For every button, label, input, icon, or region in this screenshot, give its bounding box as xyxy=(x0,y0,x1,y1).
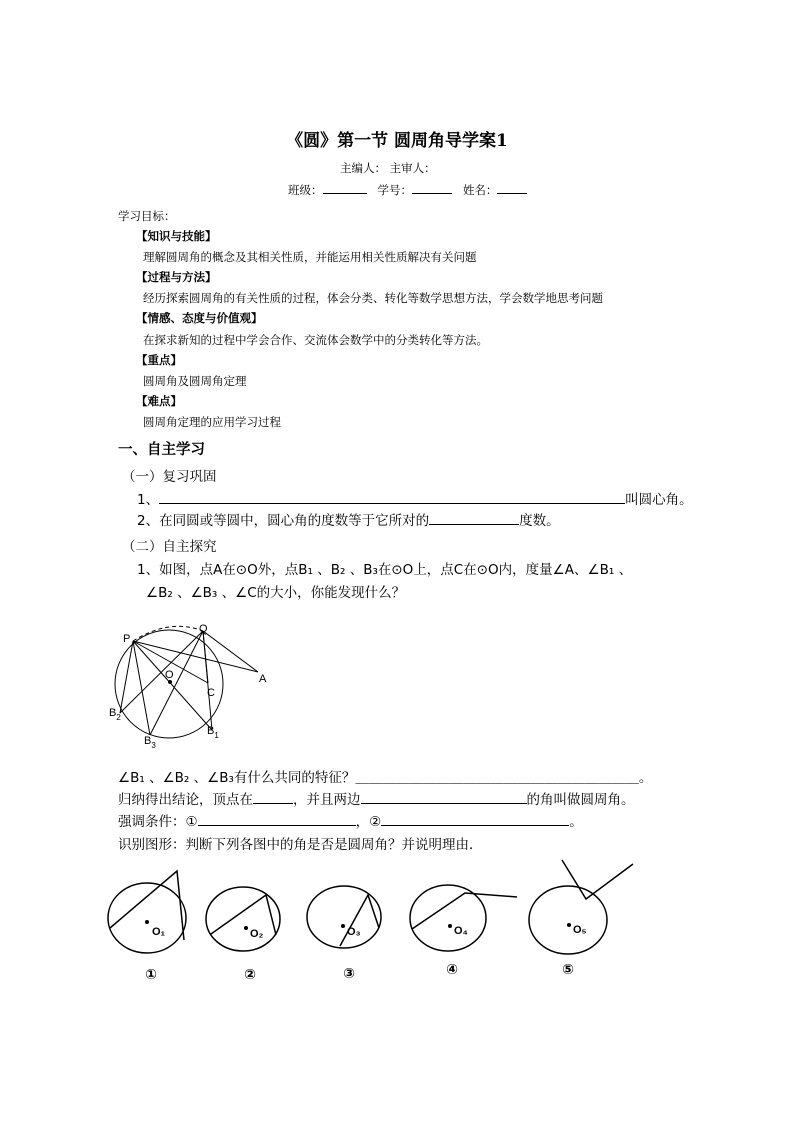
label-b2: $B_2$ xyxy=(109,707,121,722)
knowledge-heading: 【知识与技能】 xyxy=(136,229,217,243)
angle-1 xyxy=(110,871,184,940)
label-b3: $B_3$ xyxy=(144,735,156,750)
number-label: 学号： xyxy=(377,183,412,197)
label-q: Q xyxy=(199,623,208,635)
emotion-heading: 【情感、态度与价值观】 xyxy=(136,311,263,325)
circle-2-center-label: O₂ xyxy=(250,928,264,940)
label-b1: $B_1$ xyxy=(207,725,219,740)
label-a: A xyxy=(259,673,267,685)
explore-line-1: 1、如图，点A在⊙O外，点B₁ 、B₂ 、B₃在⊙O上，点C在⊙O内，度量∠A、∠B₁ 、 xyxy=(137,562,633,578)
angle-3 xyxy=(340,895,379,946)
identify-instruction: 识别图形：判断下列各图中的角是否是圆周角？并说明理由． xyxy=(118,837,483,853)
conditions-prefix: 强调条件：① xyxy=(118,814,198,830)
process-text: 经历探索圆周角的有关性质的过程，体会分类、转化等数学思想方法，学会数学地思考问题 xyxy=(143,291,603,305)
circle-1-center-label: O₁ xyxy=(152,926,166,938)
name-label: 姓名： xyxy=(462,183,498,197)
class-label: 班级： xyxy=(288,183,323,197)
conditions-suffix: 。 xyxy=(569,814,583,830)
knowledge-text: 理解圆周角的概念及其相关性质，并能运用相关性质解决有关问题 xyxy=(143,250,477,264)
editor-line: 主编人： 主审人： xyxy=(340,161,436,175)
key-heading: 【重点】 xyxy=(136,353,182,367)
page-title: 《圆》第一节 圆周角导学案1 xyxy=(286,131,508,151)
emotion-text: 在探求新知的过程中学会合作、交流体会数学中的分类转化等方法。 xyxy=(143,333,488,347)
angle-5 xyxy=(562,860,633,899)
conclusion-suffix: 的角叫做圆周角。 xyxy=(526,792,635,808)
angle-4 xyxy=(412,893,517,929)
conclusion-prefix: 归纳得出结论，顶点在 xyxy=(118,792,253,808)
review-heading: （一）复习巩固 xyxy=(122,469,217,485)
objectives-heading: 学习目标： xyxy=(118,209,176,223)
label-p: P xyxy=(123,633,131,645)
q2-prefix: 2、在同圆或等圆中，圆心角的度数等于它所对的 xyxy=(137,513,430,529)
circle-2-number: ② xyxy=(244,966,256,982)
circle-5-center-label: O₅ xyxy=(573,924,587,936)
conclusion-middle: ，并且两边 xyxy=(293,792,361,808)
section1-heading: 一、自主学习 xyxy=(118,442,205,458)
difficult-heading: 【难点】 xyxy=(136,394,182,408)
circle-5-number: ⑤ xyxy=(562,961,574,977)
circle-1 xyxy=(108,883,186,953)
process-heading: 【过程与方法】 xyxy=(136,270,217,284)
feature-question: ∠B₁ 、∠B₂ 、∠B₃有什么共同的特征？＿＿＿＿＿＿＿＿＿＿＿＿＿＿＿＿＿＿＿＿＿。 xyxy=(118,770,653,786)
circle-2 xyxy=(206,887,280,951)
explore-line-2: ∠B₂ 、∠B₃ 、∠C的大小，你能发现什么？ xyxy=(146,585,406,601)
circle-5 xyxy=(529,886,607,954)
circle-3-number: ③ xyxy=(343,965,355,981)
q1-suffix: 叫圆心角。 xyxy=(625,492,693,508)
circle-1-number: ① xyxy=(145,966,157,982)
q2-suffix: 度数。 xyxy=(519,513,560,529)
explore-heading: （二）自主探究 xyxy=(122,539,217,555)
conditions-middle: ，② xyxy=(355,814,382,830)
key-text: 圆周角及圆周角定理 xyxy=(143,374,247,388)
angle-2 xyxy=(211,895,276,935)
circle-4-number: ④ xyxy=(446,961,458,977)
difficult-text: 圆周角定理的应用学习过程 xyxy=(143,415,281,429)
circle-3-center-label: O₃ xyxy=(347,926,361,938)
q1-prefix: 1、 xyxy=(137,492,160,508)
circle-4-center-label: O₄ xyxy=(454,925,468,937)
label-c: C xyxy=(207,687,215,699)
label-o: O xyxy=(165,669,174,681)
circle-4 xyxy=(410,885,486,951)
